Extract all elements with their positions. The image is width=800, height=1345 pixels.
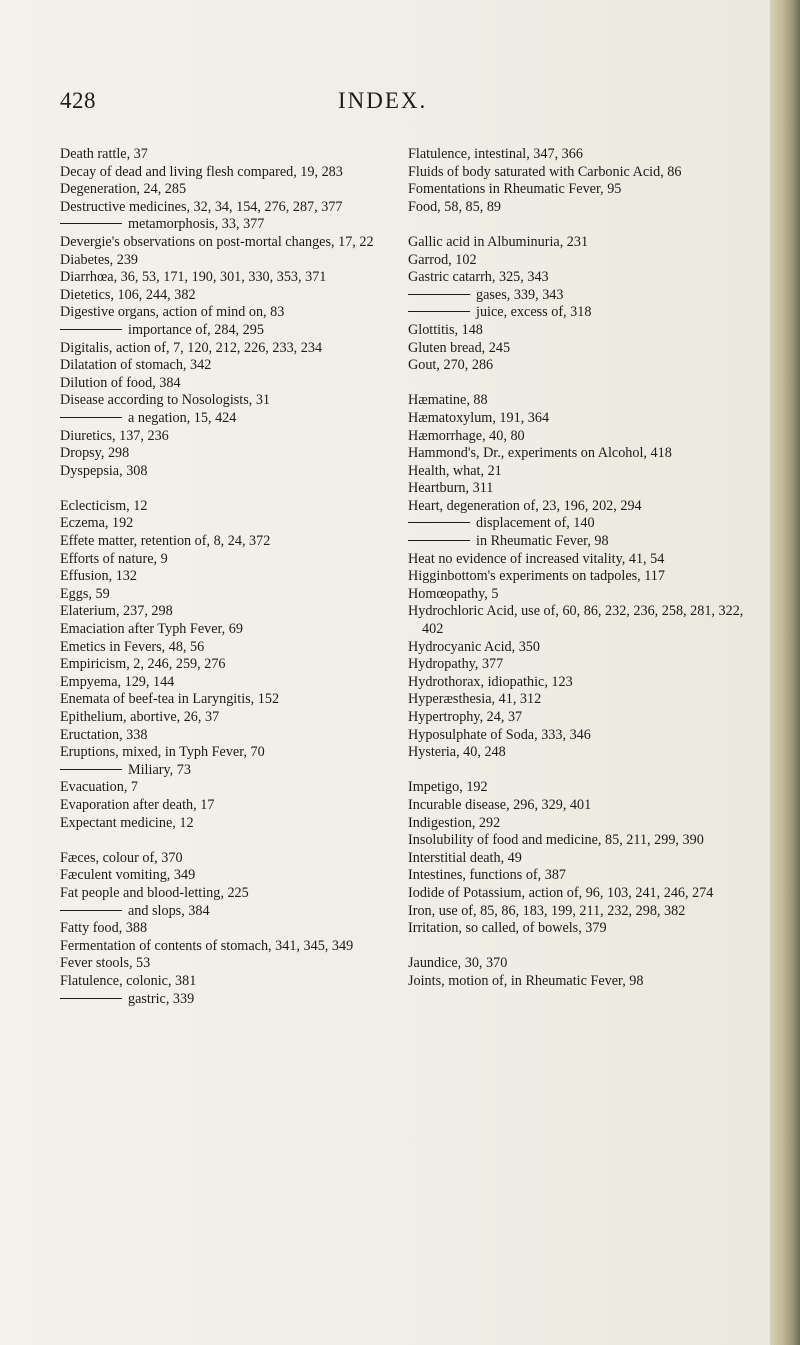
entry-text: Elaterium, 237, 298 <box>60 603 173 620</box>
entry-text: Gluten bread, 245 <box>408 339 511 356</box>
index-entry <box>60 445 390 463</box>
entry-text: Irritation, so called, of bowels, 379 <box>408 920 607 937</box>
index-entry <box>60 621 390 639</box>
entry-text: Iodide of Potassium, action of, 96, 103, 241, 246, 274 <box>408 884 714 901</box>
index-entry <box>408 867 744 885</box>
entry-text: Intestines, functions of, 387 <box>408 867 567 884</box>
entry-text: Flatulence, colonic, 381 <box>60 972 197 989</box>
entry-text: Evacuation, 7 <box>60 779 139 796</box>
entry-text: Hammond's, Dr., experiments on Alcohol, 418 <box>408 445 672 462</box>
entry-text: Fever stools, 53 <box>60 955 151 972</box>
ditto-dash <box>60 417 122 418</box>
index-entry <box>60 463 390 481</box>
index-entry <box>408 199 744 217</box>
index-entry <box>408 603 744 638</box>
entry-text: Heartburn, 311 <box>408 480 494 497</box>
left-index-column <box>60 146 390 1008</box>
section-gap <box>408 762 744 780</box>
entry-text: Hypertrophy, 24, 37 <box>408 709 523 725</box>
entry-text: Hyperæsthesia, 41, 312 <box>408 691 542 708</box>
index-entry <box>60 744 390 762</box>
index-entry <box>60 674 390 692</box>
right-index-column <box>408 146 744 991</box>
index-entry <box>60 885 390 903</box>
entry-text: Indigestion, 292 <box>408 814 501 831</box>
index-entry <box>408 674 744 692</box>
index-entry <box>408 322 744 340</box>
index-entry <box>408 551 744 569</box>
entry-text: Death rattle, 37 <box>60 146 148 162</box>
index-entry <box>60 568 390 586</box>
entry-text: Emaciation after Typh Fever, 69 <box>60 621 243 638</box>
index-entry <box>408 973 744 991</box>
index-entry <box>60 850 390 868</box>
entry-text: Diabetes, 239 <box>60 251 139 268</box>
index-entry <box>60 797 390 815</box>
ditto-dash <box>60 329 122 330</box>
index-subentry <box>408 287 744 305</box>
index-entry <box>60 938 390 956</box>
entry-text: Efforts of nature, 9 <box>60 550 168 567</box>
entry-text: Jaundice, 30, 370 <box>408 955 508 972</box>
index-entry <box>408 410 744 428</box>
entry-text: Effusion, 132 <box>60 568 137 585</box>
entry-text: Dropsy, 298 <box>60 445 130 462</box>
index-entry <box>60 498 390 516</box>
index-entry <box>60 234 390 252</box>
entry-text: Fermentation of contents of stomach, 341, 345, 349 <box>60 937 354 954</box>
index-entry <box>408 480 744 498</box>
ditto-dash <box>60 910 122 911</box>
section-gap <box>60 480 390 498</box>
index-entry <box>60 586 390 604</box>
entry-text: Fomentations in Rheumatic Fever, 95 <box>408 181 622 198</box>
entry-text: Hæmorrhage, 40, 80 <box>408 427 525 444</box>
entry-text: Fatty food, 388 <box>60 920 148 937</box>
index-entry <box>60 691 390 709</box>
index-entry <box>408 586 744 604</box>
entry-text: Insolubility of food and medicine, 85, 211, 299, 390 <box>408 832 704 849</box>
index-entry <box>408 920 744 938</box>
index-subentry <box>60 903 390 921</box>
ditto-dash <box>60 998 122 999</box>
index-entry <box>60 709 390 727</box>
index-entry <box>60 252 390 270</box>
index-entry <box>60 304 390 322</box>
index-subentry <box>60 216 390 234</box>
entry-text: in Rheumatic Fever, 98 <box>476 533 609 550</box>
index-entry <box>60 375 390 393</box>
entry-text: Higginbottom's experiments on tadpoles, 117 <box>408 568 665 585</box>
index-entry <box>408 885 744 903</box>
page-header <box>0 88 770 118</box>
index-entry <box>60 515 390 533</box>
index-subentry <box>408 304 744 322</box>
index-entry <box>408 498 744 516</box>
entry-text: Dilatation of stomach, 342 <box>60 357 212 374</box>
index-entry <box>408 709 744 727</box>
entry-text: Food, 58, 85, 89 <box>408 198 502 215</box>
entry-text: Diuretics, 137, 236 <box>60 427 169 444</box>
entry-text: metamorphosis, 33, 377 <box>128 216 265 233</box>
ditto-dash <box>60 769 122 770</box>
index-entry <box>408 850 744 868</box>
entry-text: Hæmatoxylum, 191, 364 <box>408 409 550 426</box>
index-entry <box>60 779 390 797</box>
entry-text: Hydrochloric Acid, use of, 60, 86, 232, 236, 258, 281, 322, 402 <box>408 603 744 638</box>
index-entry <box>408 252 744 270</box>
entry-text: Decay of dead and living flesh compared, 19, 283 <box>60 163 343 180</box>
entry-text: Flatulence, intestinal, 347, 366 <box>408 146 583 162</box>
entry-text: and slops, 384 <box>128 902 210 919</box>
entry-text: Enemata of beef-tea in Laryngitis, 152 <box>60 691 280 708</box>
page-number: 428 <box>60 88 96 113</box>
section-gap <box>408 938 744 956</box>
entry-text: displacement of, 140 <box>476 515 595 532</box>
entry-text: Hydropathy, 377 <box>408 656 504 673</box>
entry-text: Dyspepsia, 308 <box>60 462 148 479</box>
entry-text: Joints, motion of, in Rheumatic Fever, 98 <box>408 972 644 989</box>
index-entry <box>60 181 390 199</box>
index-entry <box>408 691 744 709</box>
entry-text: Destructive medicines, 32, 34, 154, 276, 287, 377 <box>60 198 343 215</box>
entry-text: Hydrothorax, idiopathic, 123 <box>408 673 573 690</box>
entry-text: juice, excess of, 318 <box>476 304 592 321</box>
index-entry <box>60 955 390 973</box>
index-entry <box>60 727 390 745</box>
entry-text: gases, 339, 343 <box>476 286 564 303</box>
index-entry <box>60 392 390 410</box>
entry-text: importance of, 284, 295 <box>128 321 264 338</box>
entry-text: Hyposulphate of Soda, 333, 346 <box>408 726 591 743</box>
index-entry <box>408 340 744 358</box>
entry-text: Emetics in Fevers, 48, 56 <box>60 638 205 655</box>
index-entry <box>60 340 390 358</box>
entry-text: Fluids of body saturated with Carbonic Acid, 86 <box>408 163 682 180</box>
index-entry <box>408 463 744 481</box>
index-subentry <box>60 991 390 1009</box>
entry-text: Eczema, 192 <box>60 515 134 532</box>
index-entry <box>408 269 744 287</box>
index-entry <box>60 815 390 833</box>
entry-text: gastric, 339 <box>128 990 195 1007</box>
entry-text: Hæmatine, 88 <box>408 392 488 409</box>
entry-text: Impetigo, 192 <box>408 779 488 796</box>
entry-text: Gout, 270, 286 <box>408 357 494 374</box>
entry-text: Heat no evidence of increased vitality, 41, 54 <box>408 550 665 567</box>
entry-text: Garrod, 102 <box>408 251 477 268</box>
entry-text: Eclecticism, 12 <box>60 497 148 514</box>
index-entry <box>408 656 744 674</box>
entry-text: Diarrhœa, 36, 53, 171, 190, 301, 330, 353, 371 <box>60 269 327 286</box>
index-entry <box>408 146 744 164</box>
entry-text: Fæculent vomiting, 349 <box>60 867 196 884</box>
entry-text: Interstitial death, 49 <box>408 849 522 866</box>
section-gap <box>408 216 744 234</box>
index-entry <box>408 815 744 833</box>
entry-text: Fæces, colour of, 370 <box>60 849 183 866</box>
index-entry <box>408 357 744 375</box>
entry-text: Fat people and blood-letting, 225 <box>60 884 249 901</box>
entry-text: a negation, 15, 424 <box>128 409 237 426</box>
entry-text: Incurable disease, 296, 329, 401 <box>408 796 592 813</box>
entry-text: Eggs, 59 <box>60 585 110 602</box>
index-entry <box>408 392 744 410</box>
index-entry <box>60 287 390 305</box>
entry-text: Homœopathy, 5 <box>408 585 499 602</box>
entry-text: Eructation, 338 <box>60 726 148 743</box>
index-entry <box>60 603 390 621</box>
entry-text: Health, what, 21 <box>408 462 502 479</box>
entry-text: Epithelium, abortive, 26, 37 <box>60 709 220 725</box>
index-entry <box>60 164 390 182</box>
index-entry <box>408 779 744 797</box>
entry-text: Hydrocyanic Acid, 350 <box>408 638 540 655</box>
index-subentry <box>60 410 390 428</box>
entry-text: Evaporation after death, 17 <box>60 796 215 813</box>
index-entry <box>60 146 390 164</box>
index-entry <box>408 181 744 199</box>
ditto-dash <box>408 522 470 523</box>
index-entry <box>408 903 744 921</box>
index-entry <box>60 533 390 551</box>
ditto-dash <box>408 294 470 295</box>
running-title: INDEX. <box>338 88 428 113</box>
entry-text: Gallic acid in Albuminuria, 231 <box>408 233 589 250</box>
index-subentry <box>60 762 390 780</box>
index-subentry <box>408 515 744 533</box>
index-entry <box>60 973 390 991</box>
entry-text: Effete matter, retention of, 8, 24, 372 <box>60 533 271 550</box>
ditto-dash <box>60 223 122 224</box>
entry-text: Iron, use of, 85, 86, 183, 199, 211, 232, 298, 382 <box>408 902 686 919</box>
index-entry <box>408 568 744 586</box>
entry-text: Disease according to Nosologists, 31 <box>60 392 271 409</box>
index-entry <box>408 234 744 252</box>
index-entry <box>408 797 744 815</box>
index-entry <box>60 269 390 287</box>
entry-text: Degeneration, 24, 285 <box>60 181 187 198</box>
entry-text: Eruptions, mixed, in Typh Fever, 70 <box>60 744 265 761</box>
index-entry <box>408 639 744 657</box>
index-entry <box>408 428 744 446</box>
index-entry <box>60 656 390 674</box>
ditto-dash <box>408 540 470 541</box>
index-entry <box>408 744 744 762</box>
index-entry <box>60 428 390 446</box>
section-gap <box>60 832 390 850</box>
index-entry <box>408 727 744 745</box>
index-entry <box>408 164 744 182</box>
index-entry <box>60 639 390 657</box>
index-entry <box>408 832 744 850</box>
entry-text: Heart, degeneration of, 23, 196, 202, 294 <box>408 497 642 514</box>
entry-text: Dilution of food, 384 <box>60 374 181 391</box>
index-subentry <box>408 533 744 551</box>
entry-text: Expectant medicine, 12 <box>60 814 194 831</box>
ditto-dash <box>408 311 470 312</box>
index-entry <box>60 920 390 938</box>
entry-text: Miliary, 73 <box>128 761 191 778</box>
entry-text: Digitalis, action of, 7, 120, 212, 226, 233, 234 <box>60 339 323 356</box>
index-entry <box>408 445 744 463</box>
entry-text: Empyema, 129, 144 <box>60 673 175 690</box>
index-entry <box>60 551 390 569</box>
index-entry <box>60 357 390 375</box>
entry-text: Empiricism, 2, 246, 259, 276 <box>60 656 226 673</box>
index-entry <box>408 955 744 973</box>
index-subentry <box>60 322 390 340</box>
entry-text: Digestive organs, action of mind on, 83 <box>60 304 285 321</box>
index-entry <box>60 199 390 217</box>
entry-text: Dietetics, 106, 244, 382 <box>60 286 196 303</box>
index-entry <box>60 867 390 885</box>
entry-text: Hysteria, 40, 248 <box>408 744 506 761</box>
page-edge <box>770 0 800 1345</box>
entry-text: Devergie's observations on post-mortal changes, 17, 22 <box>60 233 374 250</box>
section-gap <box>408 375 744 393</box>
entry-text: Glottitis, 148 <box>408 321 483 338</box>
entry-text: Gastric catarrh, 325, 343 <box>408 269 549 286</box>
